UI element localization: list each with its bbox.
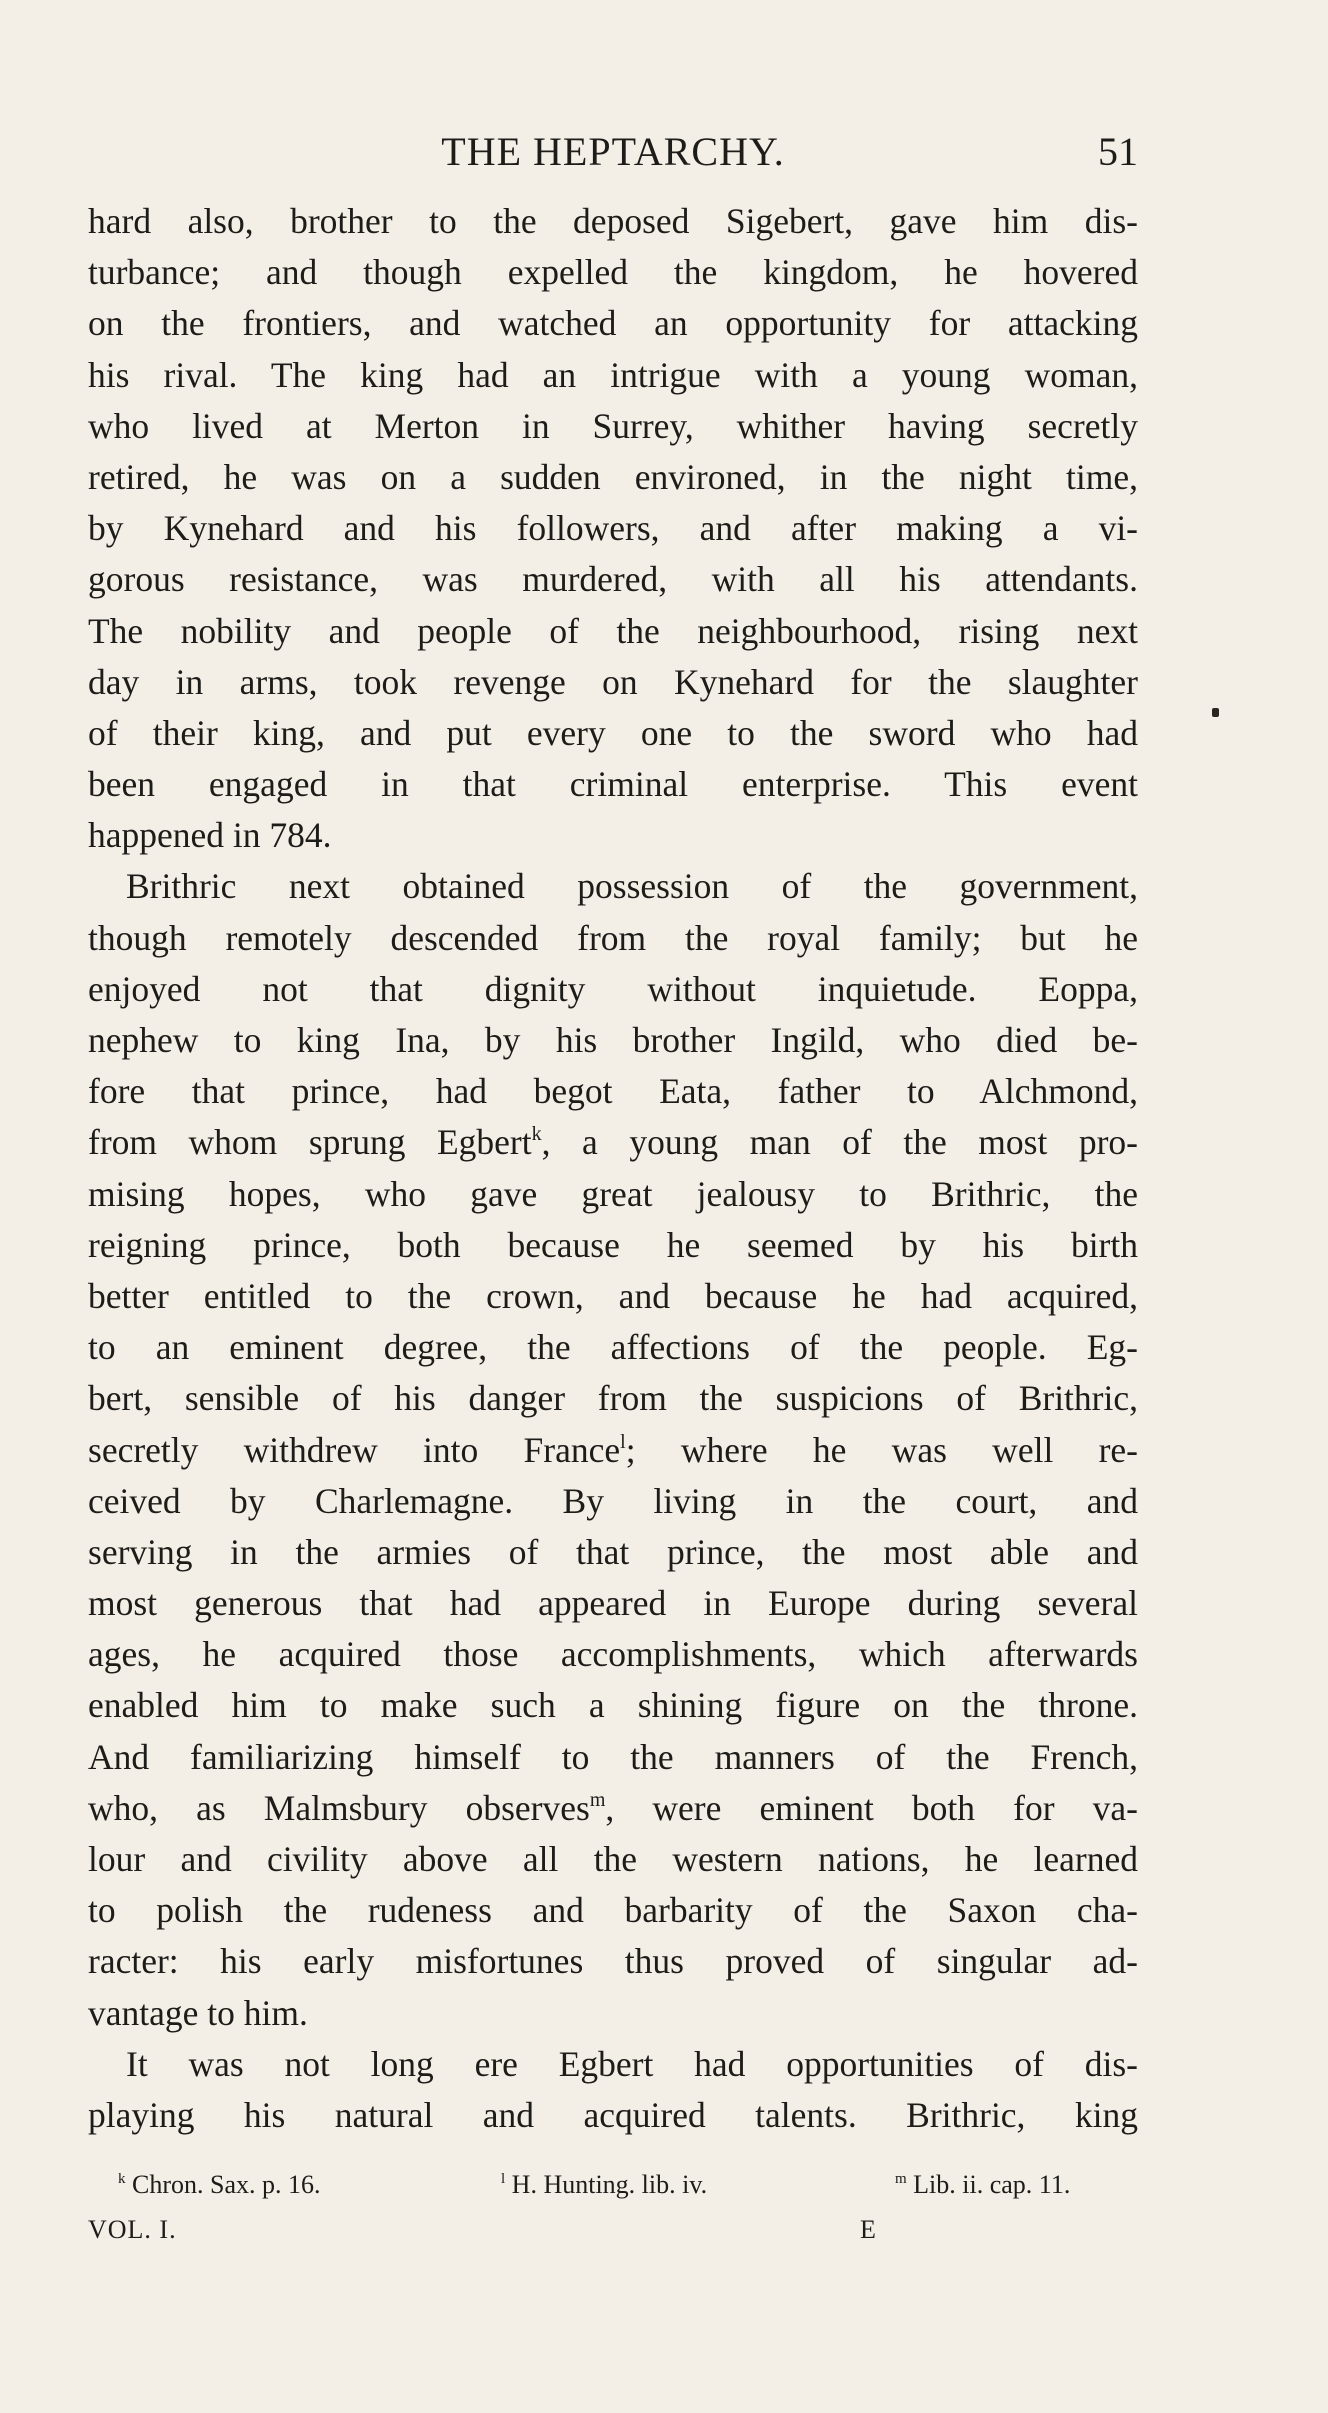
text-line: day in arms, took revenge on Kynehard for the slaughter xyxy=(88,661,1138,702)
footnote xyxy=(501,2165,707,2205)
text-segment: ; where he was well re- xyxy=(625,1429,1138,1470)
footnote-text: H. Hunting. lib. iv. xyxy=(511,2170,708,2199)
text-line: nephew to king Ina, by his brother Ingild, who died be- xyxy=(88,1020,1138,1060)
text-line: by Kynehard and his followers, and after making a vi- xyxy=(88,508,1138,549)
running-title: THE HEPTARCHY. xyxy=(441,129,785,174)
text-line: Brithric next obtained possession of the government, xyxy=(126,866,1138,907)
text-segment: secretly withdrew into France xyxy=(88,1429,621,1470)
text-line: And familiarizing himself to the manners of the French, xyxy=(88,1736,1138,1777)
text-line: It was not long ere Egbert had opportunities of dis- xyxy=(126,2043,1138,2084)
text-line: retired, he was on a sudden environed, in the night time, xyxy=(88,456,1138,497)
text-line: vantage to him. xyxy=(88,1992,308,2033)
text-line xyxy=(88,1117,1138,1168)
text-line: turbance; and though expelled the kingdom, he hovered xyxy=(88,252,1138,293)
footnote xyxy=(895,2165,1070,2205)
text-line: The nobility and people of the neighbourhood, rising next xyxy=(88,610,1138,651)
footnote-reference: m xyxy=(589,1788,606,1811)
text-line: on the frontiers, and watched an opportunity for attacking xyxy=(88,303,1138,344)
text-line: ages, he acquired those accomplishments, which afterwards xyxy=(88,1634,1138,1675)
footnote-mark: k xyxy=(118,2171,126,2187)
text-line: been engaged in that criminal enterprise. This event xyxy=(88,764,1138,805)
text-line: though remotely descended from the royal family; but he xyxy=(88,917,1138,958)
text-line: happened in 784. xyxy=(88,815,332,856)
footnote-reference: l xyxy=(620,1430,626,1453)
text-segment: , were eminent both for va- xyxy=(605,1787,1138,1828)
text-line: ceived by Charlemagne. By living in the court, and xyxy=(88,1480,1138,1521)
text-line: fore that prince, had begot Eata, father to Alchmond, xyxy=(88,1071,1138,1112)
footnote-text: Lib. ii. cap. 11. xyxy=(913,2170,1071,2199)
text-line xyxy=(88,1425,1138,1476)
footnote-mark: l xyxy=(501,2171,506,2187)
ink-speck xyxy=(1212,708,1219,717)
footnote xyxy=(118,2165,321,2205)
text-line: better entitled to the crown, and because he had acquired, xyxy=(88,1275,1138,1316)
text-line: most generous that had appeared in Europe during several xyxy=(88,1583,1138,1624)
text-line: to an eminent degree, the affections of the people. Eg- xyxy=(88,1327,1138,1368)
volume-label: VOL. I. xyxy=(88,2215,177,2244)
text-line: enjoyed not that dignity without inquietude. Eoppa, xyxy=(88,968,1138,1009)
text-segment: , a young man of the most pro- xyxy=(541,1122,1138,1163)
footnote-text: Chron. Sax. p. 16. xyxy=(132,2170,321,2199)
text-line: enabled him to make such a shining figure on the throne. xyxy=(88,1685,1138,1726)
running-head xyxy=(88,122,1138,182)
footnote-mark: m xyxy=(895,2171,907,2187)
text-line xyxy=(88,1783,1138,1834)
text-line: who lived at Merton in Surrey, whither having secretly xyxy=(88,405,1138,446)
text-line: mising hopes, who gave great jealousy to Brithric, the xyxy=(88,1173,1138,1214)
text-line: of their king, and put every one to the sword who had xyxy=(88,712,1138,753)
text-line: playing his natural and acquired talents. Brithric, king xyxy=(88,2094,1138,2135)
text-line: racter: his early misfortunes thus proved of singular ad- xyxy=(88,1941,1138,1982)
text-segment: from whom sprung Egbert xyxy=(88,1122,532,1163)
signature-line xyxy=(88,2210,908,2250)
text-line: bert, sensible of his danger from the suspicions of Brithric, xyxy=(88,1378,1138,1419)
text-line: gorous resistance, was murdered, with all his attendants. xyxy=(88,559,1138,600)
text-segment: who, as Malmsbury observes xyxy=(88,1787,590,1828)
body-text xyxy=(88,196,1138,2141)
text-line: to polish the rudeness and barbarity of the Saxon cha- xyxy=(88,1890,1138,1931)
footnote-reference: k xyxy=(531,1123,542,1146)
text-line: serving in the armies of that prince, the most able and xyxy=(88,1531,1138,1572)
text-line: hard also, brother to the deposed Sigebert, gave him dis- xyxy=(88,201,1138,241)
text-line: his rival. The king had an intrigue with a young woman, xyxy=(88,354,1138,395)
signature-mark: E xyxy=(860,2215,877,2244)
text-line: lour and civility above all the western nations, he learned xyxy=(88,1839,1138,1879)
text-line: reigning prince, both because he seemed by his birth xyxy=(88,1224,1138,1265)
page-number: 51 xyxy=(1098,129,1138,174)
footnotes xyxy=(118,2165,1158,2205)
